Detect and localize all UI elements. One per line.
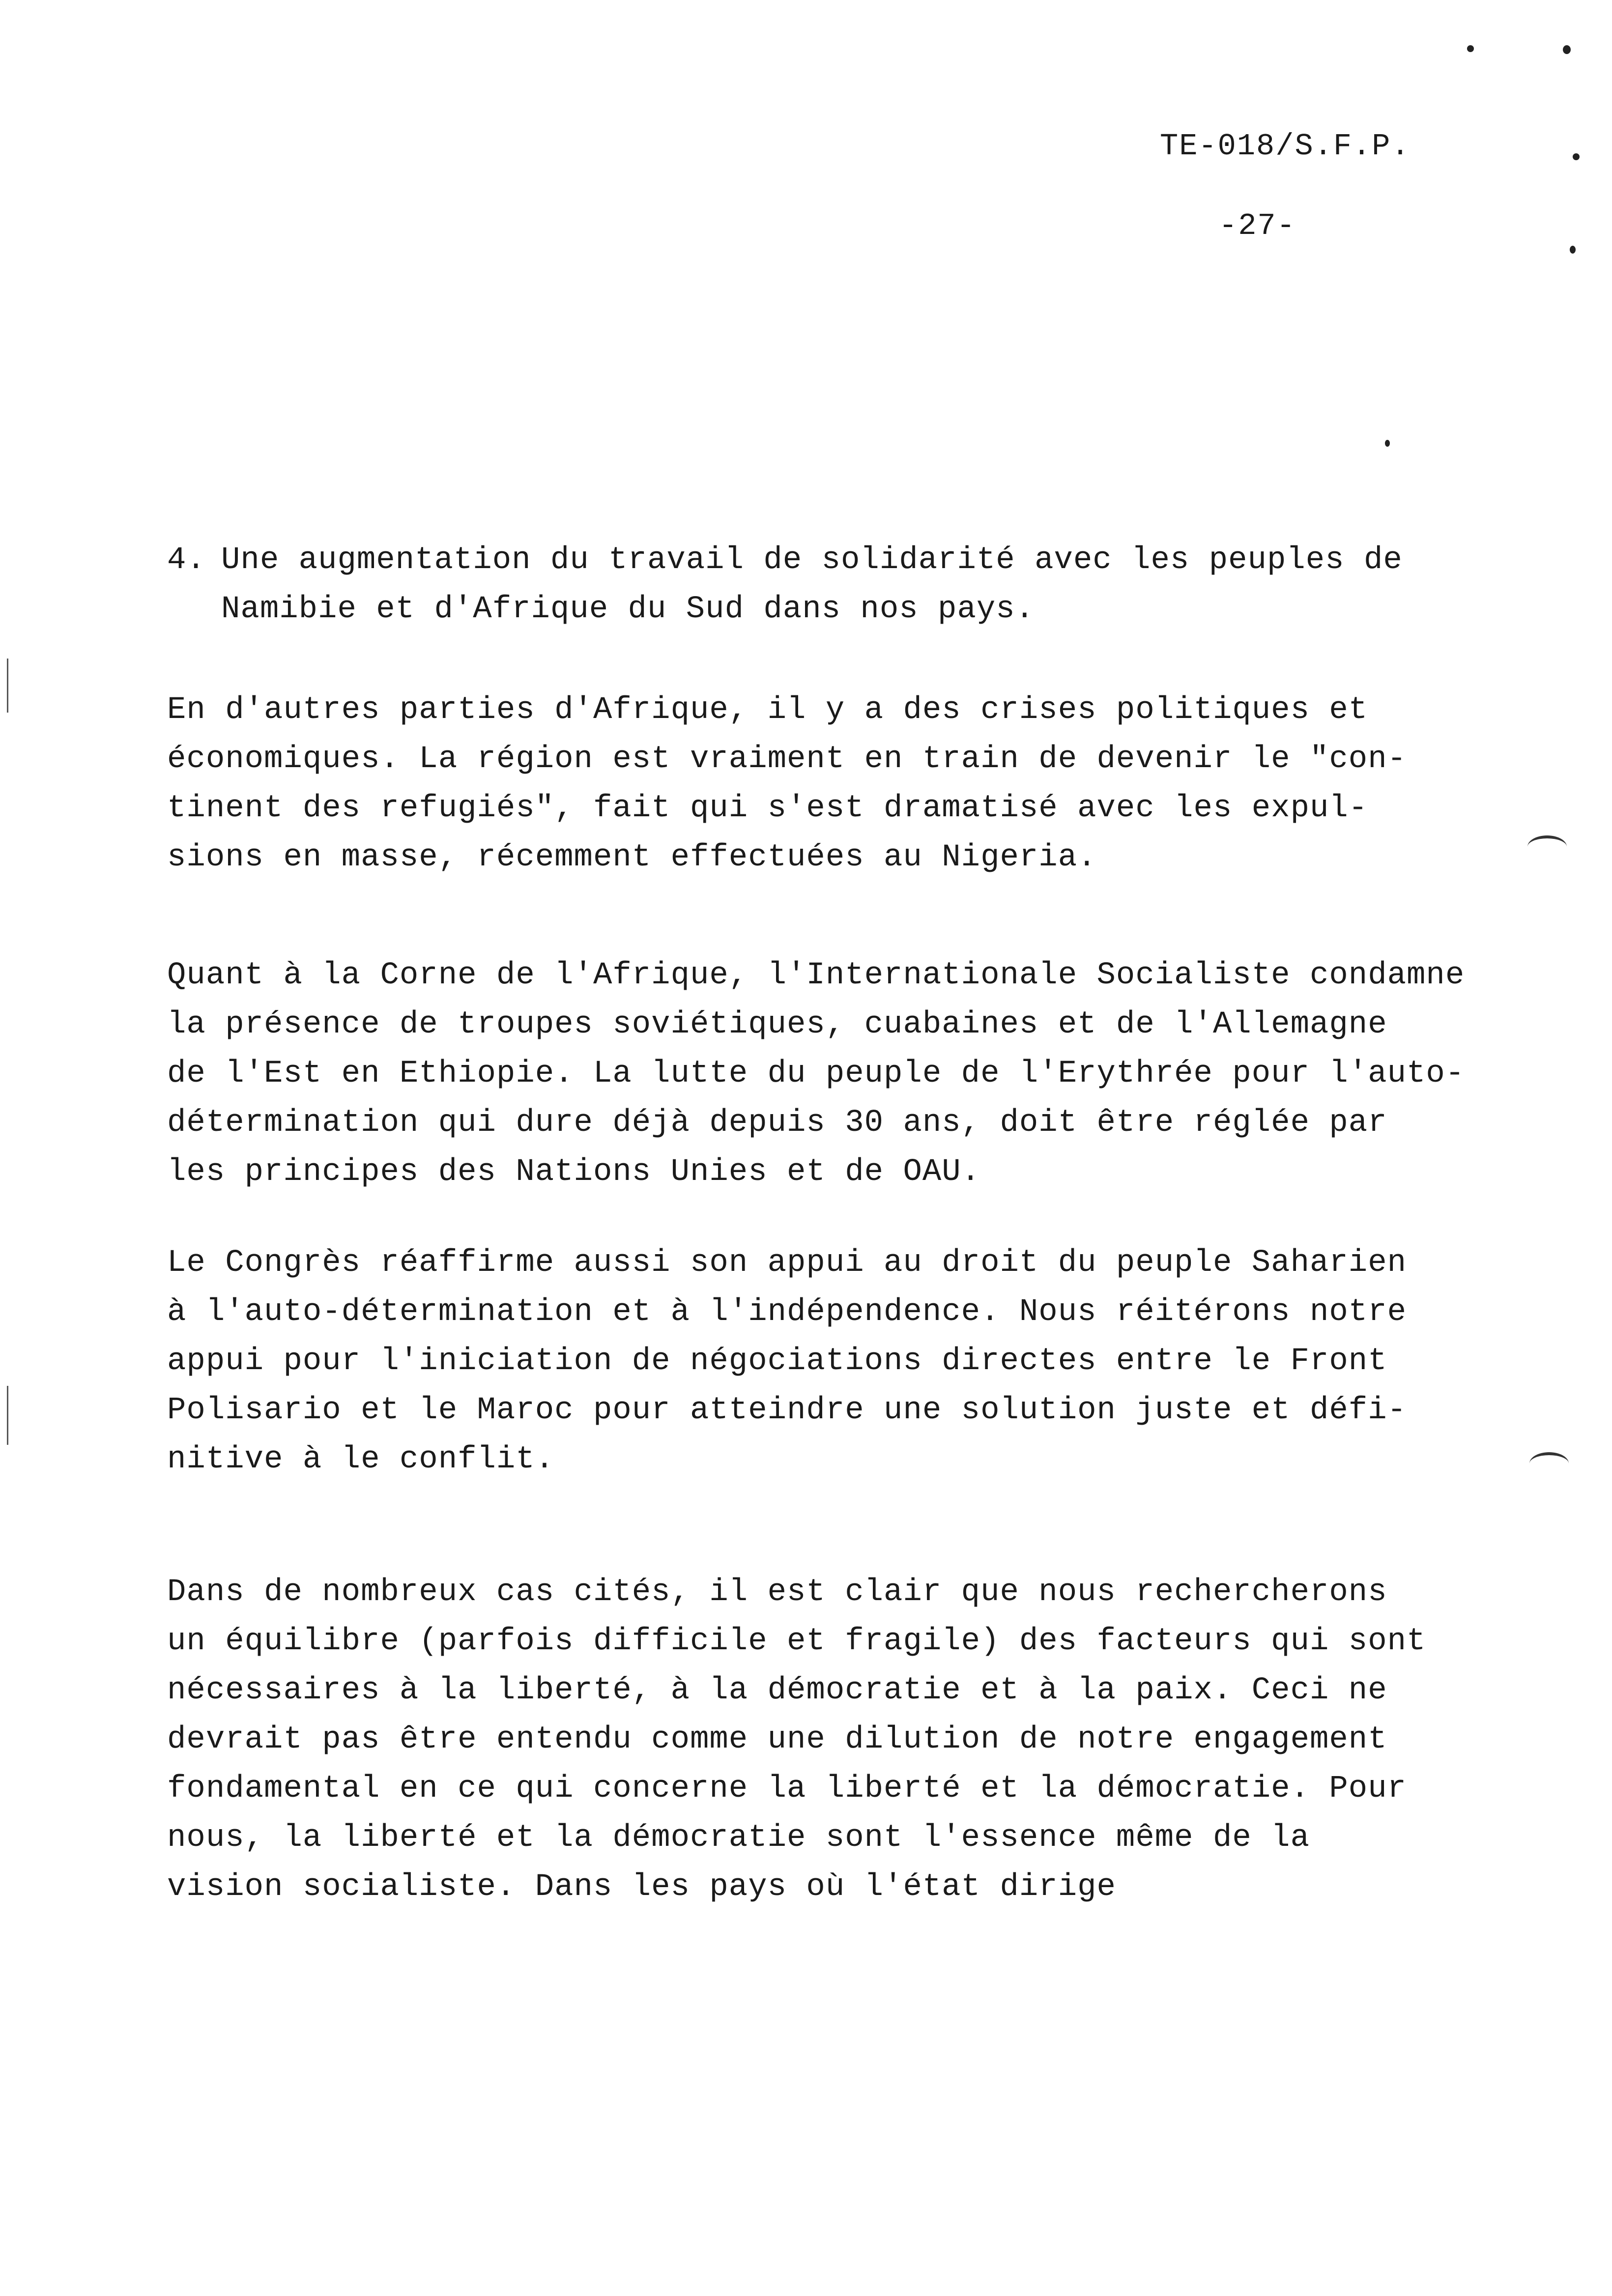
paragraph-line: devrait pas être entendu comme une dilution de notre engagement [167, 1722, 1387, 1757]
paragraph-line: de l'Est en Ethiopie. La lutte du peuple de l'Erythrée pour l'auto- [167, 1056, 1465, 1091]
document-reference: TE-018/S.F.P. [1160, 129, 1410, 164]
paragraph-line: Le Congrès réaffirme aussi son appui au droit du peuple Saharien [167, 1245, 1407, 1281]
paragraph-line: nous, la liberté et la démocratie sont l'essence même de la [167, 1820, 1310, 1856]
paragraph-line: les principes des Nations Unies et de OAU. [167, 1154, 981, 1190]
list-item-4 [167, 536, 1504, 634]
list-item-line: Une augmentation du travail de solidarité avec les peuples de [221, 543, 1403, 578]
paragraph-line: Dans de nombreux cas cités, il est clair que nous rechercherons [167, 1575, 1387, 1610]
scan-margin-line [7, 659, 8, 713]
paragraph-liberty-democracy [167, 1568, 1504, 1912]
paragraph-line: tinent des refugiés", fait qui s'est dramatisé avec les expul- [167, 791, 1368, 826]
scan-binding-mark [1529, 1452, 1569, 1475]
scan-speck [1385, 440, 1390, 447]
scan-speck [1563, 45, 1571, 54]
paragraph-sahara [167, 1238, 1504, 1484]
scan-speck [1570, 246, 1576, 254]
paragraph-line: un équilibre (parfois difficile et fragile) des facteurs qui sont [167, 1624, 1426, 1659]
paragraph-africa-crises [167, 686, 1504, 882]
list-item-line: Namibie et d'Afrique du Sud dans nos pays. [221, 592, 1035, 627]
paragraph-line: En d'autres parties d'Afrique, il y a des crises politiques et [167, 692, 1368, 728]
paragraph-line: Polisario et le Maroc pour atteindre une solution juste et défi- [167, 1393, 1407, 1428]
paragraph-line: vision socialiste. Dans les pays où l'état dirige [167, 1869, 1116, 1905]
scan-speck [1573, 153, 1580, 160]
paragraph-line: nécessaires à la liberté, à la démocratie et à la paix. Ceci ne [167, 1673, 1387, 1708]
paragraph-horn-of-africa [167, 951, 1504, 1197]
paragraph-line: Quant à la Corne de l'Afrique, l'Internationale Socialiste condamne [167, 958, 1465, 993]
list-item-number: 4. [167, 543, 206, 578]
paragraph-line: appui pour l'iniciation de négociations directes entre le Front [167, 1344, 1387, 1379]
paragraph-line: fondamental en ce qui concerne la liberté et la démocratie. Pour [167, 1771, 1407, 1807]
scan-margin-line [7, 1386, 8, 1445]
paragraph-line: à l'auto-détermination et à l'indépendence. Nous réitérons notre [167, 1294, 1407, 1330]
paragraph-line: économiques. La région est vraiment en train de devenir le "con- [167, 742, 1407, 777]
paragraph-line: nitive à le conflit. [167, 1442, 555, 1477]
scan-binding-mark [1527, 835, 1567, 858]
paragraph-line: sions en masse, récemment effectuées au Nigeria. [167, 840, 1097, 875]
page-number: -27- [1219, 208, 1296, 243]
paragraph-line: détermination qui dure déjà depuis 30 ans, doit être réglée par [167, 1105, 1387, 1141]
paragraph-line: la présence de troupes soviétiques, cuabaines et de l'Allemagne [167, 1007, 1387, 1042]
scan-speck [1467, 45, 1474, 52]
